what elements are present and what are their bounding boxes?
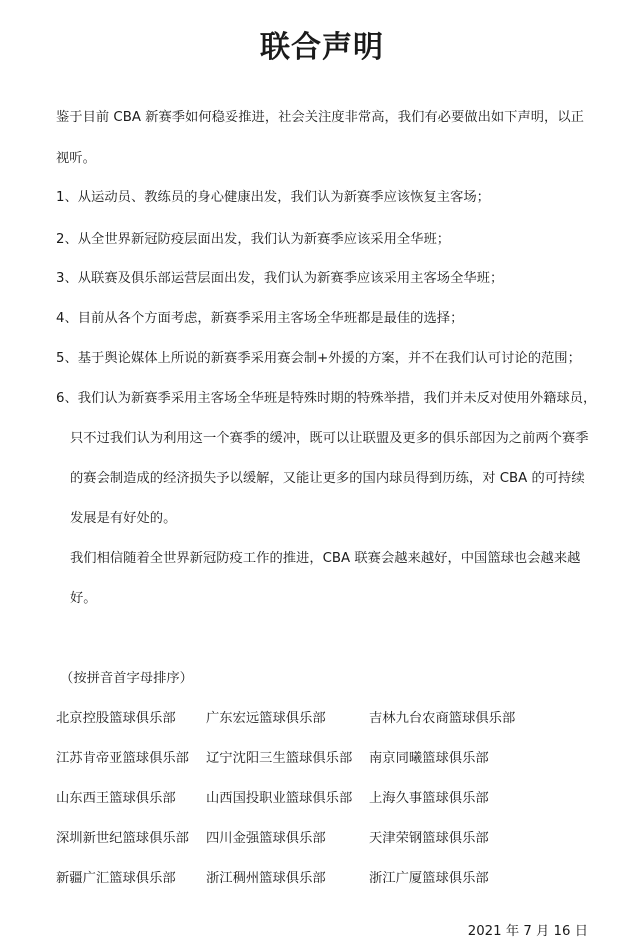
club-name: 北京控股篮球俱乐部 (56, 711, 176, 726)
statement-item-5: 5、基于舆论媒体上所说的新赛季采用赛会制+外援的方案，并不在我们认可讨论的范围； (56, 351, 581, 366)
club-name: 天津荣钢篮球俱乐部 (369, 831, 489, 846)
intro-line-2: 视听。 (56, 151, 96, 166)
club-name: 四川金强篮球俱乐部 (206, 831, 326, 846)
statement-item-6-line-1: 6、我们认为新赛季采用主客场全华班是特殊时期的特殊举措，我们并未反对使用外籍球员， (56, 391, 597, 406)
statement-item-2: 2、从全世界新冠防疫层面出发，我们认为新赛季应该采用全华班； (56, 232, 451, 247)
statement-item-4: 4、目前从各个方面考虑，新赛季采用主客场全华班都是最佳的选择； (56, 311, 464, 326)
document-date: 2021 年 7 月 16 日 (467, 924, 588, 939)
statement-item-6-line-3: 的赛会制造成的经济损失予以缓解，又能让更多的国内球员得到历练，对 CBA 的可持续 (70, 471, 585, 486)
club-name: 浙江广厦篮球俱乐部 (369, 871, 489, 886)
order-note: （按拼音首字母排序） (60, 671, 193, 686)
statement-item-6-line-2: 只不过我们认为利用这一个赛季的缓冲，既可以让联盟及更多的俱乐部因为之前两个赛季 (70, 431, 589, 446)
statement-item-6-line-4: 发展是有好处的。 (70, 511, 177, 526)
intro-line-1: 鉴于目前 CBA 新赛季如何稳妥推进，社会关注度非常高，我们有必要做出如下声明，以正 (56, 110, 584, 125)
club-name: 山西国投职业篮球俱乐部 (206, 791, 353, 806)
closing-line-1: 我们相信随着全世界新冠防疫工作的推进，CBA 联赛会越来越好，中国篮球也会越来越 (70, 551, 581, 566)
club-name: 山东西王篮球俱乐部 (56, 791, 176, 806)
statement-item-1: 1、从运动员、教练员的身心健康出发，我们认为新赛季应该恢复主客场； (56, 190, 490, 205)
club-name: 新疆广汇篮球俱乐部 (56, 871, 176, 886)
club-name: 吉林九台农商篮球俱乐部 (369, 711, 516, 726)
closing-line-2: 好。 (70, 591, 97, 606)
club-name: 上海久事篮球俱乐部 (369, 791, 489, 806)
club-name: 广东宏远篮球俱乐部 (206, 711, 326, 726)
club-name: 浙江稠州篮球俱乐部 (206, 871, 326, 886)
club-name: 深圳新世纪篮球俱乐部 (56, 831, 189, 846)
document-title: 联合声明 (260, 30, 384, 65)
club-name: 辽宁沈阳三生篮球俱乐部 (206, 751, 353, 766)
statement-item-3: 3、从联赛及俱乐部运营层面出发，我们认为新赛季应该采用主客场全华班； (56, 271, 504, 286)
club-name: 江苏肯帝亚篮球俱乐部 (56, 751, 189, 766)
club-name: 南京同曦篮球俱乐部 (369, 751, 489, 766)
